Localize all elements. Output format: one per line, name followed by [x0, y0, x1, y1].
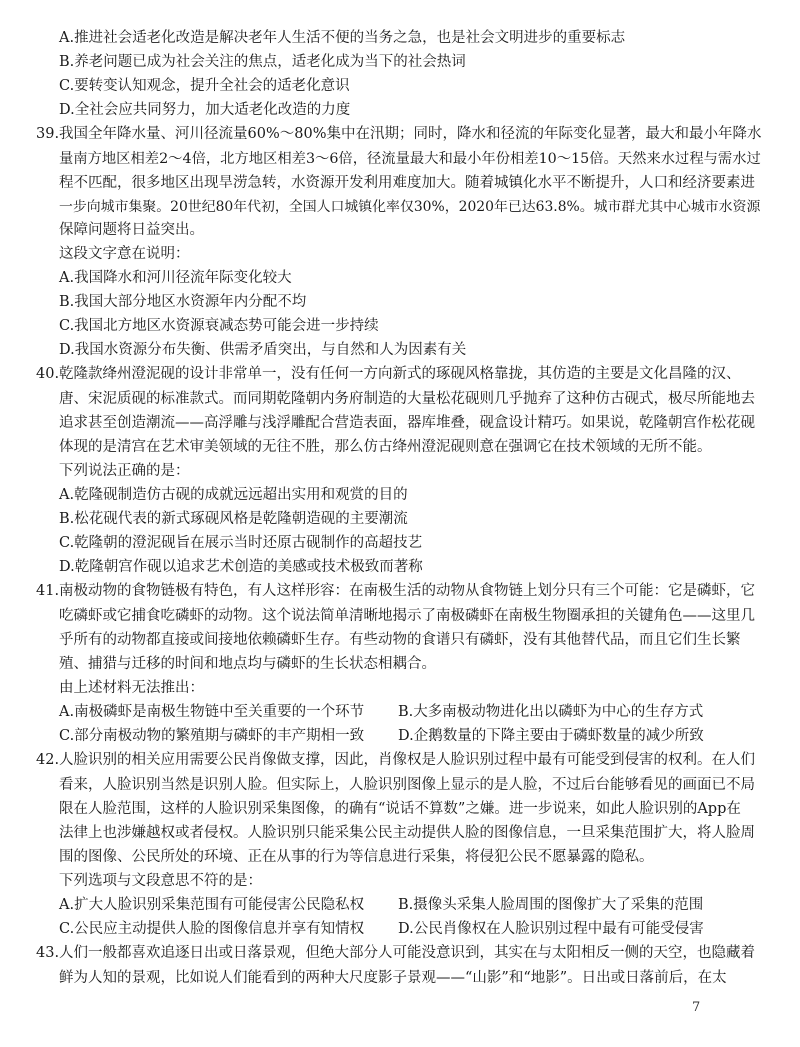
q42-option-d: D.公民肖像权在人脸识别过程中最有可能受侵害 [398, 921, 704, 937]
q41-prompt: 由上述材料无法推出： [59, 680, 204, 696]
q40-line-3: 追求甚至创造潮流——高浮雕与浅浮雕配合营造表面，器库堆叠，砚盒设计精巧。如果说，乾隆朝宫作松花砚 [59, 415, 755, 431]
q42-line-4: 法律上也涉嫌越权或者侵权。人脸识别只能采集公民主动提供人脸的图像信息，一旦采集范围扩大，将人脸周 [59, 825, 755, 841]
q39-line-1: 39.我国全年降水量、河川径流量60%～80%集中在汛期；同时，降水和径流的年际变化显著，最大和最小年降水 [36, 126, 762, 142]
q39-option-c: C.我国北方地区水资源衰减态势可能会进一步持续 [59, 318, 379, 334]
q41-line-2: 吃磷虾或它捕食吃磷虾的动物。这个说法简单清晰地揭示了南极磷虾在南极生物圈承担的关键角色——这里几 [59, 608, 755, 624]
q41-line-4: 殖、捕猎与迁移的时间和地点均与磷虾的生长状态相耦合。 [59, 656, 436, 672]
q43-line-1: 43.人们一般都喜欢追逐日出或日落景观，但绝大部分人可能没意识到，其实在与太阳相反一侧的天空，也隐藏着 [36, 945, 756, 961]
q41-option-b: B.大多南极动物进化出以磷虾为中心的生存方式 [398, 704, 704, 720]
q42-option-a: A.扩大人脸识别采集范围有可能侵害公民隐私权 [59, 897, 365, 913]
q39-option-b: B.我国大部分地区水资源年内分配不均 [59, 294, 307, 310]
q43-line-2: 鲜为人知的景观，比如说人们能看到的两种大尺度影子景观——“山影”和“地影”。日出或日落前后，在太 [59, 970, 727, 986]
q41-option-d: D.企鹅数量的下降主要由于磷虾数量的减少所致 [398, 728, 704, 744]
q41-option-a: A.南极磷虾是南极生物链中至关重要的一个环节 [59, 704, 365, 720]
q38-option-a: A.推进社会适老化改造是解决老年人生活不便的当务之急，也是社会文明进步的重要标志 [59, 30, 626, 46]
q39-option-a: A.我国降水和河川径流年际变化较大 [59, 270, 292, 286]
q39-line-4: 一步向城市集聚。20世纪80年代初，全国人口城镇化率仅30%，2020年已达63.8%。城市群尤其中心城市水资源 [59, 199, 761, 215]
q42-line-1: 42.人脸识别的相关应用需要公民肖像做支撑，因此，肖像权是人脸识别过程中最有可能受到侵害的权利。在人们 [36, 752, 756, 768]
page-number: 7 [692, 1000, 701, 1015]
q38-option-d: D.全社会应共同努力，加大适老化改造的力度 [59, 102, 351, 118]
q39-option-d: D.我国水资源分布失衡、供需矛盾突出，与自然和人为因素有关 [59, 342, 467, 358]
q40-line-1: 40.乾隆款绛州澄泥砚的设计非常单一，没有任何一方向新式的琢砚风格靠拢，其仿造的主要是文化昌隆的汉、 [36, 366, 741, 382]
q39-prompt: 这段文字意在说明： [59, 246, 190, 262]
q38-option-c: C.要转变认知观念，提升全社会的适老化意识 [59, 78, 350, 94]
q40-line-4: 体现的是清宫在艺术审美领域的无往不胜，那么仿古绛州澄泥砚则意在强调它在技术领域的无所不能。 [59, 439, 712, 455]
q39-line-3: 程不匹配，很多地区出现旱涝急转，水资源开发利用难度加大。随着城镇化水平不断提升，人口和经济要素进 [59, 175, 755, 191]
q41-line-3: 乎所有的动物都直接或间接地依赖磷虾生存。有些动物的食谱只有磷虾，没有其他替代品，而且它们生长繁 [59, 632, 741, 648]
q42-line-5: 围的图像、公民所处的环境、正在从事的行为等信息进行采集，将侵犯公民不愿暴露的隐私。 [59, 849, 654, 865]
q42-option-b: B.摄像头采集人脸周围的图像扩大了采集的范围 [398, 897, 704, 913]
q42-line-2: 看来，人脸识别当然是识别人脸。但实际上，人脸识别图像上显示的是人脸，不过后台能够看见的画面已不局 [59, 777, 755, 793]
q39-line-5: 保障问题将日益突出。 [59, 222, 204, 238]
q41-line-1: 41.南极动物的食物链极有特色，有人这样形容：在南极生活的动物从食物链上划分只有三个可能：它是磷虾，它 [36, 583, 756, 599]
q40-option-b: B.松花砚代表的新式琢砚风格是乾隆朝造砚的主要潮流 [59, 511, 408, 527]
q42-prompt: 下列选项与文段意思不符的是： [59, 873, 262, 889]
q40-option-a: A.乾隆砚制造仿古砚的成就远远超出实用和观赏的目的 [59, 487, 408, 503]
q40-option-c: C.乾隆朝的澄泥砚旨在展示当时还原古砚制作的高超技艺 [59, 535, 423, 551]
q42-option-c: C.公民应主动提供人脸的图像信息并享有知情权 [59, 921, 365, 937]
q38-option-b: B.养老问题已成为社会关注的焦点，适老化成为当下的社会热词 [59, 54, 466, 70]
q40-option-d: D.乾隆朝宫作砚以追求艺术创造的美感或技术极致而著称 [59, 559, 423, 575]
q40-line-2: 唐、宋泥质砚的标准款式。而同期乾隆朝内务府制造的大量松花砚则几乎抛弃了这种仿古砚式，极尽所能地去 [59, 391, 755, 407]
q40-prompt: 下列说法正确的是： [59, 463, 190, 479]
q41-option-c: C.部分南极动物的繁殖期与磷虾的丰产期相一致 [59, 728, 365, 744]
q42-line-3: 限在人脸范围，这样的人脸识别采集图像，的确有“说话不算数”之嫌。进一步说来，如此人脸识别的App在 [59, 801, 741, 817]
q39-line-2: 量南方地区相差2～4倍，北方地区相差3～6倍，径流量最大和最小年份相差10～15倍。天然来水过程与需水过 [59, 151, 761, 167]
